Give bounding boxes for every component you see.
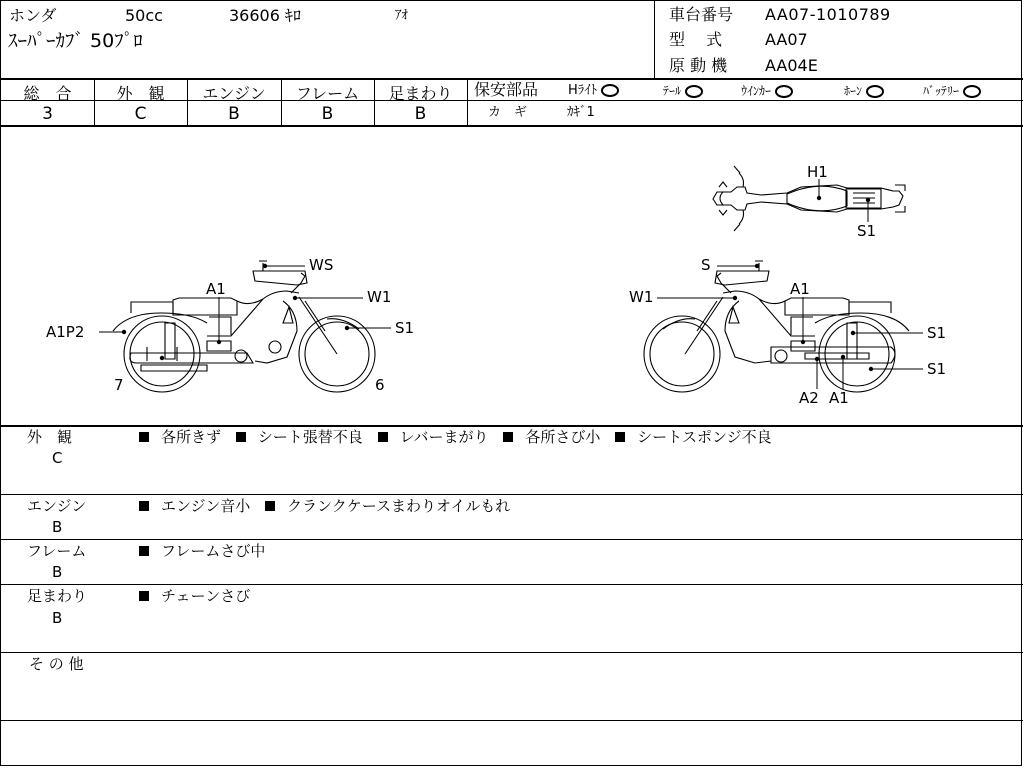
- grade-value-exterior: C: [134, 104, 147, 124]
- bullet-icon: [236, 432, 246, 442]
- damage-diagram: [1, 127, 1023, 425]
- safety-item-battery: [923, 85, 981, 98]
- damage-label: S1: [927, 360, 947, 378]
- damage-label: 7: [114, 376, 124, 394]
- safety-item-horn: [844, 85, 884, 98]
- note-item: レバーまがり: [399, 428, 489, 446]
- grade-value-frame: B: [321, 104, 334, 124]
- grade-label-engine: エンジン: [202, 84, 266, 103]
- engine-code: AA04E: [765, 56, 818, 75]
- engine-code-label: 原 動 機: [669, 56, 728, 75]
- note-rule: [1, 539, 1023, 540]
- safety-item-label: ﾊﾞｯﾃﾘｰ: [923, 84, 960, 98]
- motorcycle-left-view: [113, 261, 375, 392]
- damage-label: WS: [309, 256, 334, 274]
- note-items-engine: [139, 499, 510, 514]
- ok-circle-icon: [685, 85, 703, 98]
- note-grade: B: [52, 518, 63, 536]
- safety-item-headlight: [568, 84, 619, 97]
- grade-label-frame: フレーム: [295, 84, 360, 103]
- bullet-icon: [139, 432, 149, 442]
- grade-value-overall: 3: [42, 104, 53, 124]
- note-item: 各所さび小: [525, 428, 601, 446]
- bullet-icon: [139, 501, 149, 511]
- note-item: シートスポンジ不良: [637, 428, 772, 446]
- grade-label-suspension: 足まわり: [388, 84, 453, 103]
- note-items-frame: [139, 544, 265, 559]
- grade-label-overall: 総 合: [23, 84, 72, 103]
- safety-item-label: ﾃｰﾙ: [663, 84, 682, 98]
- model-code-label: 型 式: [669, 30, 723, 49]
- safety-mid-rule: [467, 100, 1023, 101]
- ok-circle-icon: [866, 85, 884, 98]
- ok-circle-icon: [601, 84, 619, 97]
- damage-label: S: [701, 256, 711, 274]
- bullet-icon: [615, 432, 625, 442]
- note-item: 各所きず: [161, 428, 222, 446]
- note-category: エンジン: [27, 497, 87, 515]
- bullet-icon: [503, 432, 513, 442]
- ok-circle-icon: [963, 85, 981, 98]
- diagram-bottom-rule: [1, 425, 1023, 427]
- note-grade: B: [52, 563, 63, 581]
- motorcycle-right-view: [644, 261, 909, 392]
- safety-item-label: ｳｲﾝｶｰ: [741, 84, 772, 98]
- safety-item-label: ﾎｰﾝ: [844, 84, 863, 98]
- note-category: 足まわり: [27, 587, 88, 605]
- note-category: 外 観: [27, 428, 73, 446]
- header-divider: [654, 1, 655, 79]
- note-items-exterior: [139, 430, 772, 445]
- damage-label: 6: [375, 376, 385, 394]
- note-rule: [1, 652, 1023, 653]
- damage-label: A1: [206, 280, 226, 298]
- frame-no: AA07-1010789: [765, 5, 891, 24]
- damage-label: S1: [927, 324, 947, 342]
- note-grade: B: [52, 609, 63, 627]
- safety-item-winker: [741, 85, 793, 98]
- color: ｱｵ: [395, 8, 408, 23]
- safety-label: 保安部品: [474, 80, 539, 99]
- damage-label: A1: [829, 389, 849, 407]
- ok-circle-icon: [775, 85, 793, 98]
- note-item: チェーンさび: [161, 587, 251, 605]
- damage-label: A1P2: [46, 323, 85, 341]
- note-rule: [1, 584, 1023, 585]
- damage-label: W1: [367, 288, 392, 306]
- safety-item-tail: [663, 85, 703, 98]
- damage-label: W1: [629, 288, 654, 306]
- frame-no-label: 車台番号: [669, 5, 734, 24]
- bullet-icon: [265, 501, 275, 511]
- note-grade: C: [52, 449, 63, 467]
- maker: ホンダ: [9, 6, 57, 25]
- note-rule: [1, 720, 1023, 721]
- note-item: シート張替不良: [257, 428, 363, 446]
- key-value: ｶｷﾞ1: [567, 105, 595, 120]
- note-item: フレームさび中: [161, 542, 266, 560]
- note-category: フレーム: [27, 542, 87, 560]
- grade-divider: [467, 79, 468, 126]
- note-item: クランクケースまわりオイルもれ: [287, 497, 511, 515]
- bullet-icon: [378, 432, 388, 442]
- damage-label: H1: [807, 163, 828, 181]
- model-code: AA07: [765, 30, 808, 49]
- grade-label-exterior: 外 観: [116, 84, 165, 103]
- damage-label: S1: [395, 319, 415, 337]
- note-category: そ の 他: [29, 655, 84, 673]
- note-item: エンジン音小: [161, 497, 251, 515]
- displacement: 50cc: [125, 6, 163, 25]
- bullet-icon: [139, 591, 149, 601]
- note-items-suspension: [139, 589, 250, 604]
- damage-label: A1: [790, 280, 810, 298]
- mileage: 36606 ｷﾛ: [229, 6, 301, 25]
- note-rule: [1, 494, 1023, 495]
- damage-label: A2: [799, 389, 819, 407]
- damage-label: S1: [857, 222, 877, 240]
- grade-value-engine: B: [228, 104, 240, 124]
- grade-value-suspension: B: [414, 104, 427, 124]
- safety-item-label: Hﾗｲﾄ: [568, 83, 598, 98]
- key-label: カ ギ: [488, 105, 528, 120]
- damage-dots: [122, 196, 873, 371]
- bullet-icon: [139, 546, 149, 556]
- model-name: ｽｰﾊﾟｰｶﾌﾞ 50ﾌﾟﾛ: [8, 30, 143, 52]
